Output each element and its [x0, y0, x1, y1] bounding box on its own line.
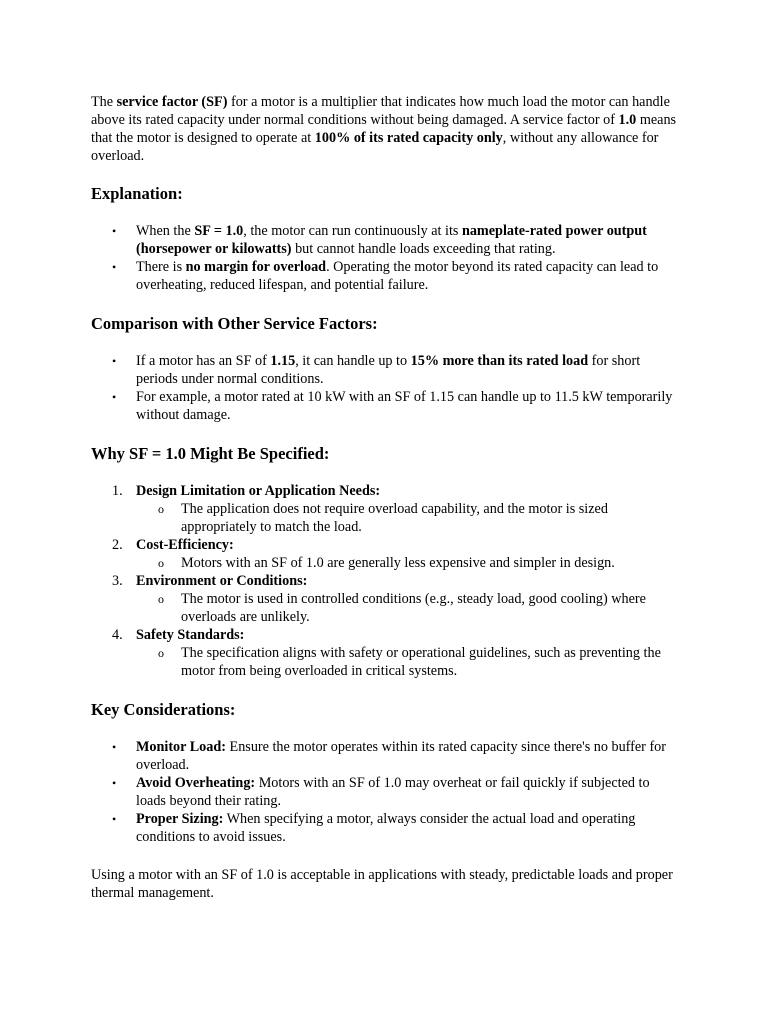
bullet-icon: • — [112, 740, 117, 754]
item-text: , the motor can run continuously at its — [243, 223, 462, 239]
item-text: If a motor has an SF of — [136, 353, 271, 369]
item-bold: Avoid Overheating: — [136, 775, 256, 791]
bullet-icon: • — [112, 812, 117, 826]
sub-item-text: The motor is used in controlled conditions (e.g., steady load, good cooling) where overloads are unlikely. — [181, 591, 646, 625]
item-text: When the — [136, 223, 195, 239]
closing-paragraph: Using a motor with an SF of 1.0 is acceptable in applications with steady, predictable loads and proper thermal management. — [91, 867, 673, 901]
list-item — [91, 810, 683, 846]
item-bold: nameplate-rated power output (horsepower or kilowatts) — [136, 223, 647, 257]
intro-bold: service factor (SF) — [116, 94, 228, 110]
list-item — [91, 774, 683, 810]
item-text: . Operating the motor beyond its rated capacity can lead to overheating, reduced lifespan, and potential failure. — [136, 259, 659, 293]
sub-item-text: The specification aligns with safety or operational guidelines, such as preventing the motor from being overloaded in critical systems. — [181, 645, 661, 679]
bullet-icon: • — [112, 390, 117, 404]
list-item — [91, 388, 683, 424]
intro-bold: 100% of its rated capacity only — [314, 130, 503, 146]
item-number: 1. — [112, 483, 123, 499]
sub-item-text: The application does not require overload capability, and the motor is sized appropriately to match the load. — [181, 501, 608, 535]
item-text: Ensure the motor operates within its rated capacity since there's no buffer for overload. — [136, 739, 666, 773]
item-text: Motors with an SF of 1.0 may overheat or fail quickly if subjected to loads beyond their rating. — [136, 775, 650, 809]
list-item — [91, 738, 683, 774]
numbered-item — [91, 536, 683, 554]
sub-item — [91, 500, 683, 536]
numbered-item — [91, 482, 683, 500]
intro-text: for a motor is a multiplier that indicates how much load the motor can handle above its rated capacity under normal conditions without being damaged. A service factor of — [91, 94, 670, 128]
document-body — [91, 93, 683, 902]
key-heading: Key Considerations: — [91, 700, 236, 719]
explanation-list — [91, 222, 683, 294]
bullet-icon: • — [112, 776, 117, 790]
list-item — [91, 222, 683, 258]
intro-text: means that the motor is designed to operate at — [91, 112, 677, 146]
item-number: 2. — [112, 537, 123, 553]
item-number: 3. — [112, 573, 123, 589]
item-number: 4. — [112, 627, 123, 643]
sub-item — [91, 644, 683, 680]
item-text: for short periods under normal conditions. — [136, 353, 641, 387]
comparison-heading: Comparison with Other Service Factors: — [91, 314, 378, 333]
bullet-icon: • — [112, 354, 117, 368]
numbered-item — [91, 626, 683, 644]
sub-item-text: Motors with an SF of 1.0 are generally less expensive and simpler in design. — [181, 555, 615, 571]
item-text: For example, a motor rated at 10 kW with an SF of 1.15 can handle up to 11.5 kW temporarily without damage. — [136, 389, 673, 423]
circle-bullet-icon: o — [158, 556, 164, 570]
circle-bullet-icon: o — [158, 646, 164, 660]
intro-text: , without any allowance for overload. — [91, 130, 659, 164]
item-bold: Monitor Load: — [136, 739, 226, 755]
bullet-icon: • — [112, 260, 117, 274]
circle-bullet-icon: o — [158, 502, 164, 516]
circle-bullet-icon: o — [158, 592, 164, 606]
item-text: When specifying a motor, always consider the actual load and operating conditions to avoid issues. — [136, 811, 636, 845]
item-text: , it can handle up to — [295, 353, 411, 369]
numbered-item — [91, 572, 683, 590]
list-item — [91, 352, 683, 388]
why-list — [91, 482, 683, 680]
item-bold: Proper Sizing: — [136, 811, 224, 827]
item-bold: SF = 1.0 — [194, 223, 244, 239]
item-bold: no margin for overload — [185, 259, 327, 275]
intro-paragraph — [91, 93, 683, 165]
sub-item — [91, 590, 683, 626]
list-item — [91, 258, 683, 294]
item-bold: 1.15 — [270, 353, 296, 369]
item-title: Cost-Efficiency: — [136, 537, 234, 553]
intro-text: The — [91, 94, 117, 110]
item-title: Environment or Conditions: — [136, 573, 308, 589]
item-title: Safety Standards: — [136, 627, 245, 643]
sub-item — [91, 554, 683, 572]
why-heading: Why SF = 1.0 Might Be Specified: — [91, 444, 330, 463]
comparison-list — [91, 352, 683, 424]
key-list — [91, 738, 683, 846]
item-title: Design Limitation or Application Needs: — [136, 483, 381, 499]
intro-bold: 1.0 — [618, 112, 637, 128]
item-text: There is — [136, 259, 186, 275]
explanation-heading: Explanation: — [91, 184, 183, 203]
bullet-icon: • — [112, 224, 117, 238]
item-text: but cannot handle loads exceeding that rating. — [291, 241, 556, 257]
item-bold: 15% more than its rated load — [410, 353, 589, 369]
